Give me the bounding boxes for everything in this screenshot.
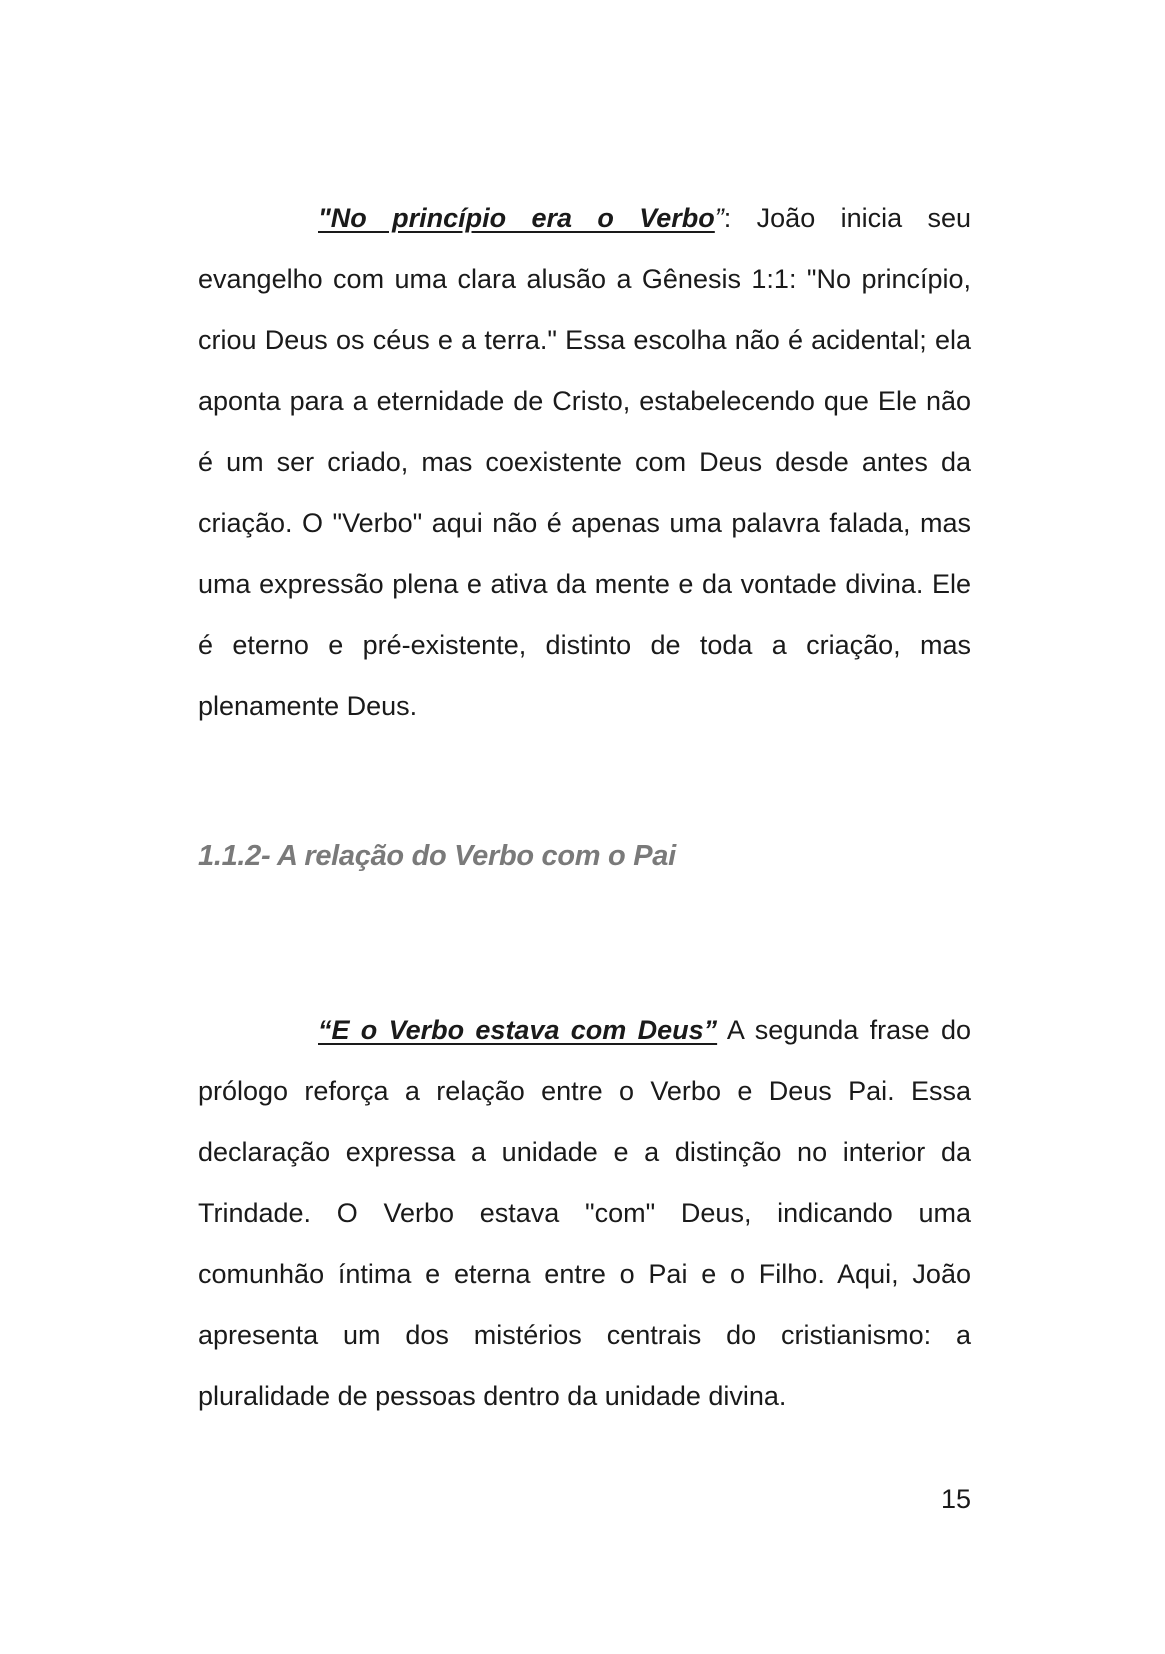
page-number: 15 [940,1484,971,1514]
section-subheading: 1.1.2- A relação do Verbo com o Pai [198,840,676,872]
paragraph-body: : João inicia seu evangelho com uma clara alusão a Gênesis 1:1: "No princípio, criou Deus os céus e a terra." Essa escolha não é acidental; ela aponta para a eternidade de Cristo, estabelecendo que Ele não é um ser criado, mas coexistente com Deus desde antes da criação. O "Verbo" aqui não é apenas uma palavra falada, mas uma expressão plena e ativa da mente e da vontade divina. Ele é eterno e pré-existente, distinto de toda a criação, mas plenamente Deus. [198,203,971,721]
quote-lead-verbo-com-deus: “E o Verbo estava com Deus” [318,1015,718,1045]
quote-close-mark: ” [714,203,724,233]
paragraph-verbo-com-deus [198,1000,971,1427]
paragraph-body: A segunda frase do prólogo reforça a relação entre o Verbo e Deus Pai. Essa declaração expressa a unidade e a distinção no interior da Trindade. O Verbo estava "com" Deus, indicando uma comunhão íntima e eterna entre o Pai e o Filho. Aqui, João apresenta um dos mistérios centrais do cristianismo: a pluralidade de pessoas dentro da unidade divina. [198,1015,971,1411]
quote-lead-no-principio: "No princípio era o Verbo [318,203,715,233]
paragraph-no-principio [198,188,971,737]
